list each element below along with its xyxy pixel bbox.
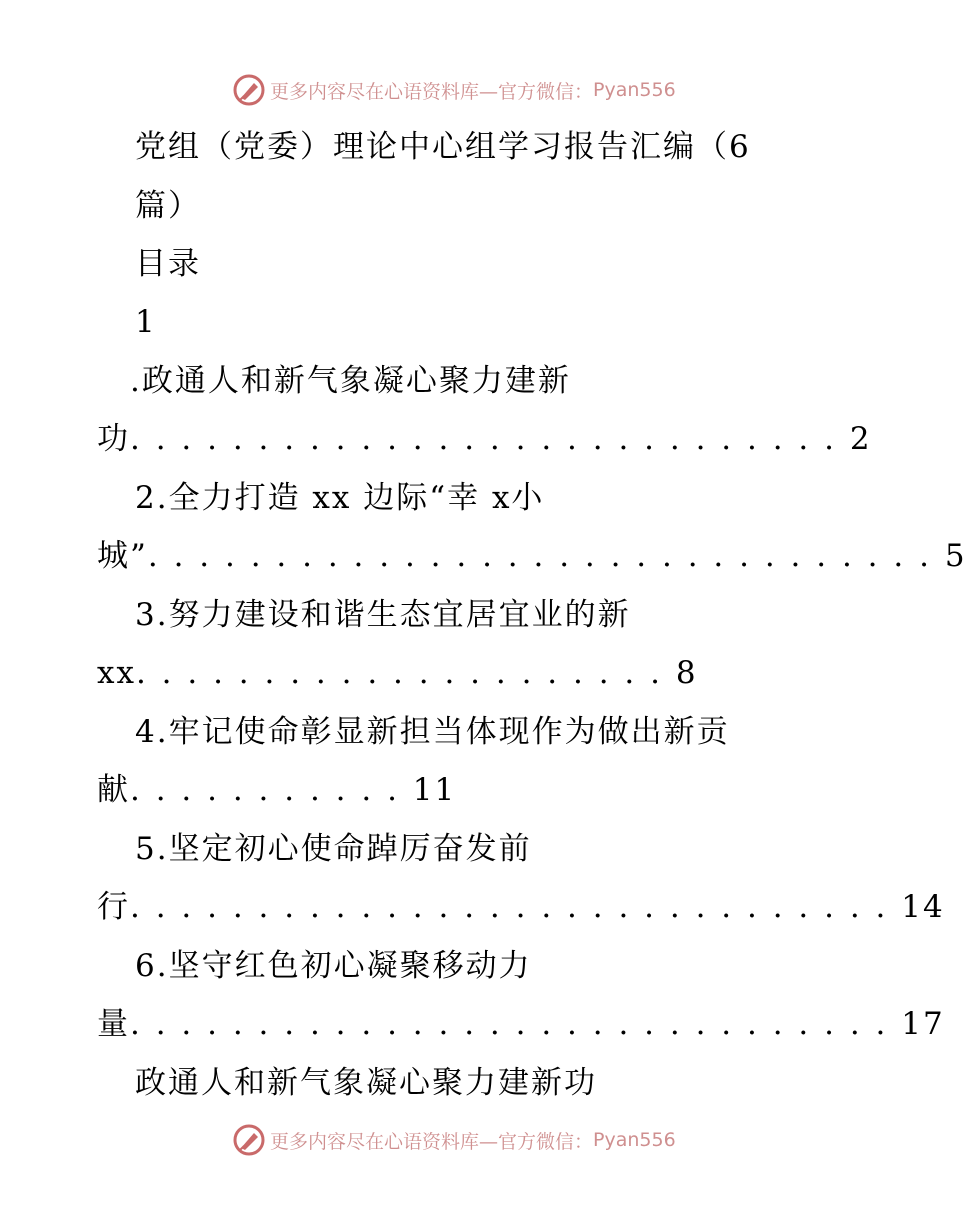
- toc-entry-title: 6.坚守红色初心凝聚移动力: [135, 948, 532, 984]
- watermark-account: Pyan556: [593, 1129, 676, 1151]
- toc-entry-title: 4.牢记使命彰显新担当体现作为做出新贡: [135, 714, 730, 750]
- watermark-header: [232, 72, 676, 108]
- toc-entry-page-number: 5: [944, 538, 967, 574]
- pen-logo-icon: [232, 73, 266, 107]
- toc-entry-continuation: [97, 536, 967, 576]
- toc-entry-continuation: [97, 887, 945, 927]
- toc-entry-continuation-text: 城”: [97, 538, 148, 574]
- watermark-text: 更多内容尽在心语资料库—官方微信：: [270, 1130, 594, 1153]
- section-heading: 政通人和新气象凝心聚力建新功: [135, 1065, 597, 1101]
- toc-entry-continuation: [97, 419, 872, 459]
- toc-entry-page-number: 8: [675, 655, 698, 691]
- toc-entry-page-number: 17: [901, 1006, 945, 1042]
- toc-entry-leader-dots: . . . . . . . . . . . . . . . . . . . . . . . . . . . . . .: [130, 1006, 902, 1042]
- toc-entry-title: 2.全力打造 xx 边际“幸 x小: [135, 480, 545, 516]
- pen-logo-icon: [232, 1123, 266, 1157]
- watermark-account: Pyan556: [593, 79, 676, 101]
- toc-entry-continuation-text: 功: [97, 421, 130, 457]
- toc-entry-page-number: 14: [901, 889, 945, 925]
- toc-entry-leader-dots: . . . . . . . . . . . . . . . . . . . . . . . . . . . . . . .: [147, 538, 945, 574]
- watermark-text: 更多内容尽在心语资料库—官方微信：: [270, 80, 594, 103]
- document-title-line-1: 党组（党委）理论中心组学习报告汇编（6: [135, 129, 751, 165]
- toc-entry-continuation-text: xx: [97, 655, 136, 691]
- toc-heading: 目录: [135, 246, 201, 282]
- toc-entry-title: .政通人和新气象凝心聚力建新: [130, 363, 571, 399]
- toc-entry-title: 5.坚定初心使命踔厉奋发前: [135, 831, 532, 867]
- toc-entry-leader-dots: . . . . . . . . . . . . . . . . . . . . . . . . . . . . . .: [130, 889, 902, 925]
- toc-entry-title: 3.努力建设和谐生态宜居宜业的新: [135, 597, 631, 633]
- toc-entry-continuation-text: 量: [97, 1006, 130, 1042]
- toc-first-number: 1: [135, 304, 157, 340]
- toc-entry-continuation-text: 献: [97, 772, 130, 808]
- toc-entry-continuation: [97, 770, 456, 810]
- toc-entry-page-number: 2: [849, 421, 872, 457]
- toc-entry-page-number: 11: [412, 772, 457, 808]
- watermark-footer: [232, 1122, 676, 1158]
- toc-entry-leader-dots: . . . . . . . . . . . . . . . . . . . . .: [135, 655, 676, 691]
- toc-entry-continuation: [97, 1004, 945, 1044]
- toc-entry-continuation-text: 行: [97, 889, 130, 925]
- toc-entry-continuation: [97, 653, 698, 693]
- toc-entry-leader-dots: . . . . . . . . . . . . . . . . . . . . . . . . . . . .: [130, 421, 850, 457]
- toc-entry-leader-dots: . . . . . . . . . . .: [130, 772, 413, 808]
- document-title-line-2: 篇）: [135, 188, 201, 224]
